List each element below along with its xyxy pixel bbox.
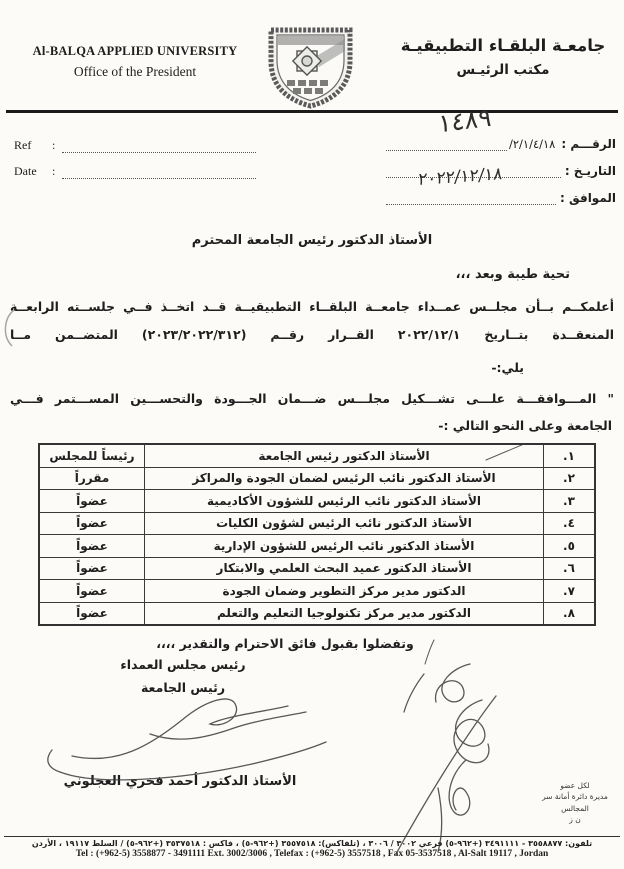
footer-rule (4, 836, 620, 837)
date-dotted-line (62, 165, 256, 179)
routing-scribble (404, 674, 424, 712)
note-line-2: مديرة دائرة أمانة سر المجالس (542, 792, 608, 813)
university-name-en: Al-BALQA APPLIED UNIVERSITY (32, 44, 238, 58)
date-row (14, 153, 256, 179)
raqam-row (386, 124, 616, 151)
table-row (39, 602, 595, 625)
crest-motto-band (278, 36, 343, 45)
office-name-ar: مكتب الرئيـس (456, 62, 550, 78)
secretary-note (528, 780, 622, 825)
table-row (39, 444, 595, 467)
ref-block-english (14, 127, 256, 179)
president-signature-scribble (72, 699, 288, 759)
resolution-line-2: الجامعة وعلى النحو التالي :- (438, 418, 612, 433)
table-row (39, 580, 595, 603)
date-label: Date (14, 164, 37, 178)
date-colon: : (52, 164, 56, 178)
handwritten-ref-number: ١٤٨٩ (437, 102, 492, 139)
member-title: الدكتور مدير مركز التطوير وضمان الجودة (145, 580, 544, 603)
member-number: ٤. (544, 512, 596, 535)
member-number: ٥. (544, 535, 596, 558)
member-number: ٧. (544, 580, 596, 603)
member-number: ٣. (544, 490, 596, 513)
footer-contact-english: Tel : (+962-5) 3558877 - 3491111 Ext. 3002/3006 , Telefax : (+962-5) 3557518 , Fax 05-3537518 , Al-Salt 19117 , Jordan (75, 849, 549, 859)
member-role: عضواً (39, 535, 145, 558)
table-row (39, 490, 595, 513)
routing-scribble (454, 700, 489, 763)
member-number: ٦. (544, 557, 596, 580)
crest-star (293, 47, 321, 75)
university-crest-logo (263, 25, 358, 109)
member-title: الأستاذ الدكتور نائب الرئيس للشؤون الأكاديمية (145, 490, 544, 513)
recipient-line: الأستاذ الدكتور رئيس الجامعة المحترم (191, 233, 433, 248)
header-divider-rule (6, 110, 618, 113)
routing-scribble (436, 664, 470, 702)
member-number: ٢. (544, 467, 596, 490)
member-role: عضواً (39, 490, 145, 513)
body-line-2: المنعقــدة بتــاريخ ٢٠٢٢/١٢/١ القــرار رقــم (٢٠٢٣/٢٠٢٢/٣١٢) المتضــمن مــا (10, 327, 614, 342)
table-row (39, 535, 595, 558)
closing-salutation: وتفضلوا بقبول فائق الاحترام والتقدير ،،،، (156, 636, 414, 651)
sender-titles (94, 654, 272, 699)
table-row (39, 557, 595, 580)
routing-scribble (396, 696, 496, 854)
university-name-ar: جامعـة البلقـاء التطبيقيـة (400, 36, 606, 55)
body-line-1: أعلمكــم بــأن مجلــس عمــداء جامعــة البلقــاء التطبيقيــة قــد اتخــذ فــي جلســته الرابعــة (10, 299, 614, 314)
member-role: رئيساً للمجلس (39, 444, 145, 467)
ref-colon: : (52, 138, 56, 152)
member-title: الأستاذ الدكتور نائب الرئيس لشؤون الكليات (145, 512, 544, 535)
muwafiq-dotted-line (386, 191, 556, 205)
member-role: مقرراً (39, 467, 145, 490)
routing-scribble (449, 760, 470, 815)
raqam-typed-value: /٢/١/٤/١٨ (508, 137, 556, 151)
council-members-table (38, 443, 596, 626)
body-line-3: يلي:- (491, 360, 524, 375)
member-role: عضواً (39, 580, 145, 603)
greeting-line: تحية طيبة وبعد ،،، (455, 267, 570, 282)
handwritten-approval-date: ٢٠٢٢/١٢/١٨ (417, 163, 504, 191)
member-title: الأستاذ الدكتور عميد البحث العلمي والابتكار (145, 557, 544, 580)
resolution-line-1: " المـــوافقـــة علـــى تشـــكيل مجلـــس ضـــمان الجـــودة والتحســـين المســـتمر فـــي (10, 391, 614, 406)
member-title: الأستاذ الدكتور نائب الرئيس للشؤون الإدارية (145, 535, 544, 558)
member-role: عضواً (39, 557, 145, 580)
sender-title-president: رئيس الجامعة (140, 679, 226, 695)
footer-contact-arabic: تلفون: ٣٥٥٨٨٧٧ - ٣٤٩١١١١ (+٩٦٢-٥) فرعي ٣٠٠٢ / ٣٠٠٦ ، (تلفاكس): ٣٥٥٧٥١٨ (+٩٦٢-٥) ، فاكس : ٣٥٣٧٥١٨ (+٩٦٢-٥) / السلط ١٩١١٧ ، الأردن (31, 839, 593, 848)
muwafiq-label: الموافق : (560, 191, 616, 205)
member-number: ١. (544, 444, 596, 467)
sender-name: الأستاذ الدكتور أحمد فخري العجلوني (63, 774, 297, 789)
header-arabic (396, 36, 610, 78)
member-title: الأستاذ الدكتور نائب الرئيس لضمان الجودة والمراكز (145, 467, 544, 490)
ref-row (14, 127, 256, 153)
note-line-3: ن ز (569, 814, 581, 824)
office-name-en: Office of the President (73, 64, 197, 79)
sender-title-deans-council: رئيس مجلس العمداء (120, 657, 246, 672)
raqam-dotted-line (386, 137, 507, 151)
ref-label: Ref (14, 138, 32, 152)
member-role: عضواً (39, 512, 145, 535)
member-role: عضواً (39, 602, 145, 625)
member-number: ٨. (544, 602, 596, 625)
note-line-1: لكل عضو (560, 781, 590, 790)
president-signature-scribble (150, 712, 306, 739)
member-title: الدكتور مدير مركز تكنولوجيا التعليم والتعلم (145, 602, 544, 625)
tarikh-label: التاريـخ : (564, 164, 616, 178)
ref-dotted-line (62, 139, 256, 153)
member-title: الأستاذ الدكتور رئيس الجامعة (145, 444, 544, 467)
president-signature-scribble (48, 750, 60, 772)
table-row (39, 512, 595, 535)
raqam-label: الرقـــم : (561, 137, 616, 151)
table-row (39, 467, 595, 490)
header-english (16, 44, 254, 80)
